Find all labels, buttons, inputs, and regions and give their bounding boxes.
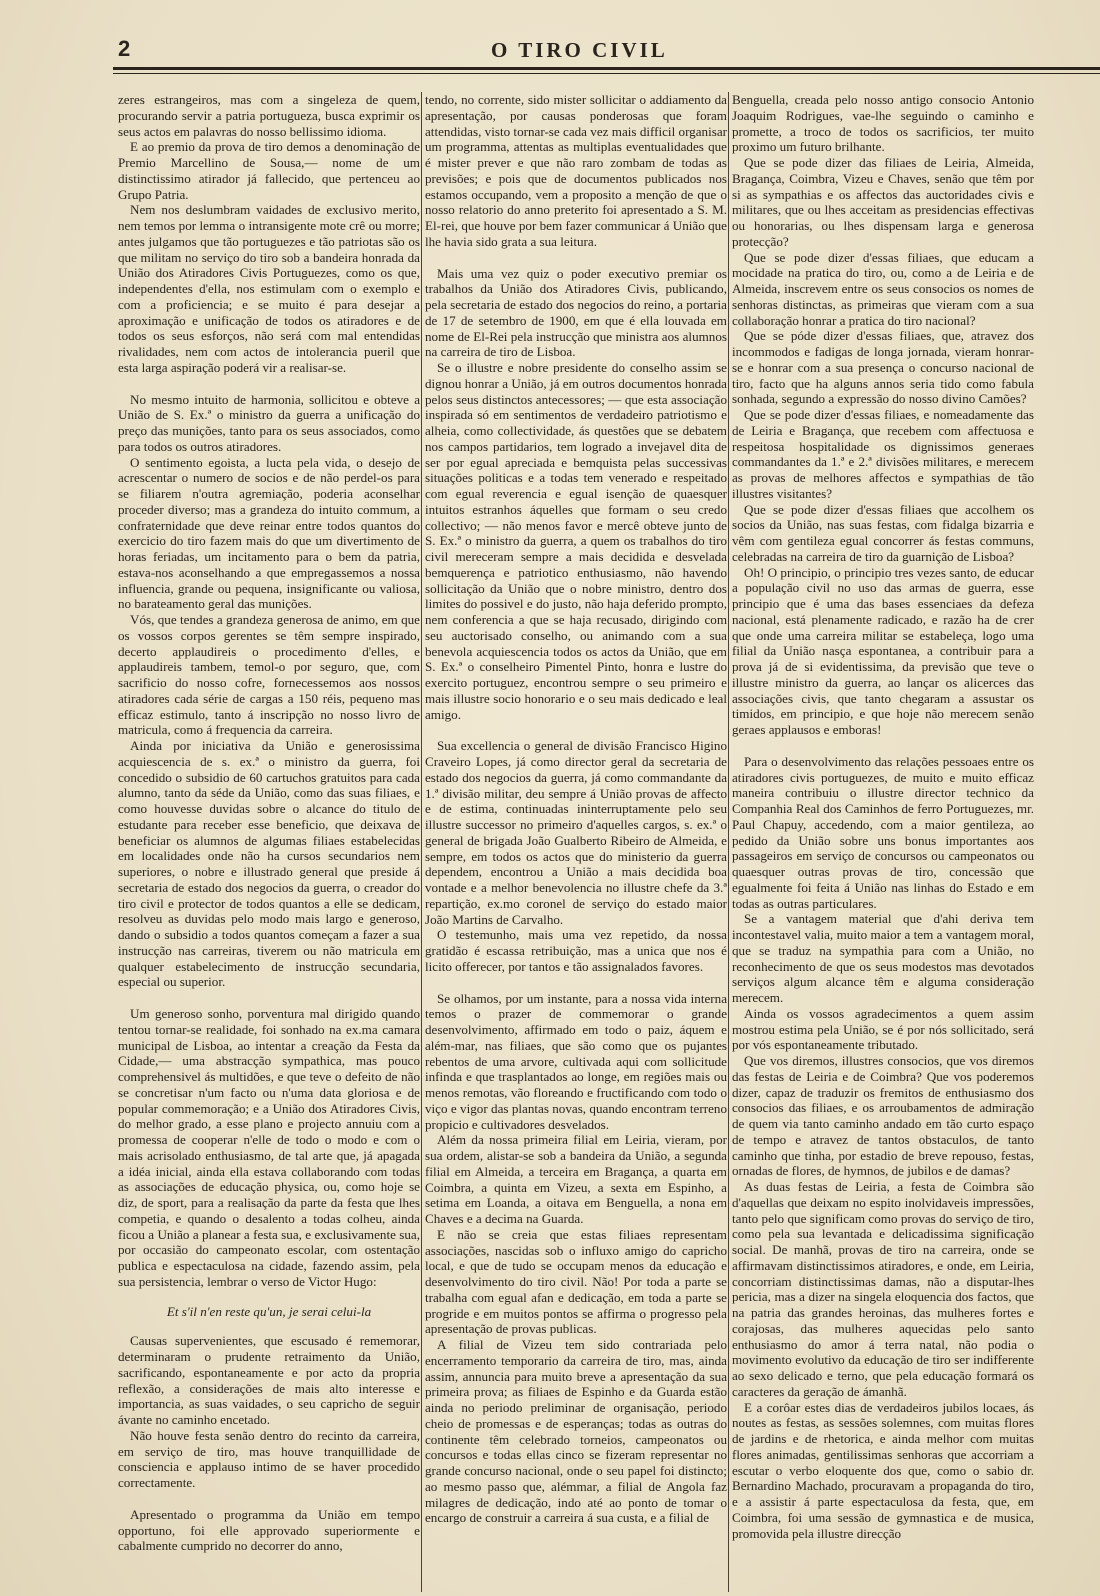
paragraph: O sentimento egoista, a lucta pela vida, o desejo de acrescentar o numero de socios e de não perdel-os para se filiarem n'outra agremiação, poderia aconselhar proceder diverso; mas a grandeza do intuito commum, a confraternidade que deve reinar entre todos quantos do exercicio do tiro fazem mais do que um divertimento de horas feriadas, um incitamento para o bem da patria, estava-nos aconselhando a que empregassemos a nossa influencia, grande ou pequena, insignificante ou valiosa, no barateamento geral das munições. — [118, 454, 420, 612]
paragraph: No mesmo intuito de harmonia, sollicitou e obteve a União de S. Ex.ª o ministro da guerra a unificação do preço das munições, tanto para os seus associados, como para todos os outros atiradores. — [118, 391, 420, 454]
paragraph: Ainda os vossos agradecimentos a quem assim mostrou estima pela União, se é por nós sollicitado, será por vós espontaneamente tributado. — [732, 1005, 1034, 1053]
text-column-3 — [732, 92, 1034, 1592]
article-columns — [118, 92, 1100, 1592]
paragraph: Que se póde dizer d'essas filiaes, que, atravez dos incommodos e fadigas de longa jornada, vieram honrar-se e honrar com a sua presença o concurso nacional de tiro, facto que ha alguns annos seria tido como fabula sonhada, segundo a expressão do nosso divino Camões? — [732, 328, 1034, 407]
paragraph: A filial de Vizeu tem sido contrariada pelo encerramento temporario da carreira de tiro, mas, ainda assim, annuncia para muito breve a apresentação da sua primeira prova; as filiaes de Espinho e da Guarda estão ainda no periodo preliminar de organisação, periodo cheio de promessas e de esperanças; todas as outras do continente têm celebrado torneios, campeonatos ou concursos e todas ellas cinco se fizeram representar no grande concurso nacional, onde o seu papel foi distincto; ao mesmo passo que, alémmar, a filial de Angola faz milagres de dedicação, indo até ao ponto de tomar o encargo de construir a carreira á sua custa, e a filial de — [425, 1337, 727, 1526]
paragraph: E não se creia que estas filiaes representam associações, nascidas sob o influxo amigo do capricho local, e que de tudo se occupam menos da educação e desenvolvimento do tiro civil. Não! Por toda a parte se trabalha com egual afan e dedicação, em toda a parte se progride e em muitos pontos se affirma o progresso pela apresentação de provas publicas. — [425, 1226, 727, 1337]
page-number: 2 — [118, 36, 131, 61]
paragraph: Se o illustre e nobre presidente do conselho assim se dignou honrar a União, já em outros documentos honrada pelos seus distinctos antecessores; — que esta associação inspirada só em sentimentos de verdadeiro patriotismo e alheia, como collectividade, ás questões que se debatem nos campos partidarios, tem logrado a invejavel dita de ser por egual apreciada e bemquista pelas successivas situações politicas e a todas tem venerado e respeitado com egual reverencia e egual isenção de quaesquer intuitos estranhos áquelles que formam o seu credo collectivo; — não menos favor e mercê obteve junto de S. Ex.ª o ministro da guerra, a quem os trabalhos do tiro civil mereceram sempre a mais decidida e desvelada bemquerença e patriotico enthusiasmo, não havendo sollicitação da União que o nobre ministro, dentro dos limites do possivel e do justo, não haja deferido prompto, nem conferencia a que se haja recusado, dirigindo com seu auctorisado conselho, ou animando com a sua benevola acquiescencia todos os actos da União, que em S. Ex.ª o conselheiro Pimentel Pinto, honra e lustre do exercito portuguez, encontrou sempre o seu primeiro e mais illustre socio honorario e o seu mais dedicado e leal amigo. — [425, 360, 727, 722]
paragraph: Et s'il n'en reste qu'un, je serai celui-la — [166, 1303, 372, 1319]
journal-title: O TIRO CIVIL — [491, 38, 668, 62]
paragraph: Além da nossa primeira filial em Leiria, vieram, por sua ordem, alistar-se sob a bandeira da União, a segunda filial em Almeida, a terceira em Bragança, a quarta em Coimbra, a quinta em Vizeu, a sexta em Espinho, a setima em Loanda, a oitava em Benguella, a nona em Chaves e a decima na Guarda. — [425, 1132, 727, 1226]
paragraph: Que se pode dizer d'essas filiaes que accolhem os socios da União, nas suas festas, com fidalga bizarria e vêm com gentileza egual concorrer ás festas communs, celebradas na carreira de tiro da guarnição de Lisboa? — [732, 501, 1034, 564]
text-column-2 — [425, 92, 727, 1592]
paragraph: O testemunho, mais uma vez repetido, da nossa gratidão é escassa retribuição, mas a unica que nos é licito offerecer, por tantos e tão assignalados favores. — [425, 927, 727, 974]
header-rule — [113, 67, 1100, 70]
paragraph: zeres estrangeiros, mas com a singeleza de quem, procurando servir a patria portugueza, busca exprimir os seus actos em palavras do nosso bellissimo idioma. — [118, 92, 420, 139]
paragraph: As duas festas de Leiria, a festa de Coimbra são d'aquellas que deixam no espito inolvidaveis impressões, tanto pelo que significam como provas do serviço de tiro, como pela sua levantada e delicadissima significação social. De manhã, provas de tiro na carreira, onde se affirmavam distinctissimos atiradores, e onde, em Leiria, concorriam distinctissimas damas, não a disputar-lhes pericia, mas a dizer na singela eloquencia dos factos, que na patria das grandes heroinas, das mulheres fortes e corajosas, das mulheres aquecidas pelo santo enthusiasmo do amor á terra natal, não podia o movimento evolutivo da educação de tiro ser indifferente ao sexo delicado e terno, que pela educação formará os caracteres da geração de ámanhã. — [732, 1179, 1034, 1399]
paragraph: Oh! O principio, o principio tres vezes santo, de educar a população civil no uso das armas de guerra, esse principio que é uma das bases essenciaes da defeza nacional, está plenamente radicado, e razão ha de crer que onde uma carreira militar se estabeleça, logo uma filial da União nasça espontanea, a contribuir para a prova já de si evidentissima, da previsão que teve o illustre ministro da guerra, ao lançar os alicerces das associações civis, que tanto chegaram a assustar os timidos, em principio, e que hoje não merecem senão geraes applausos e emboras! — [732, 564, 1034, 737]
paragraph: Causas supervenientes, que escusado é rememorar, determinaram o prudente retraimento da União, sacrificando, espontaneamente e por acto da propria reflexão, a considerações de mais alto interesse e importancia, as suas vaidades, o seu capricho de seguir ávante no caminho encetado. — [118, 1333, 420, 1427]
paragraph: Que se pode dizer d'essas filiaes, e nomeadamente das de Leiria e Bragança, que recebem com affectuosa e respeitosa hospitalidade os dignissimos generaes commandantes da 1.ª e 2.ª divisões militares, e merecem as provas de melhores affectos e sympathias de tão illustres visitantes? — [732, 407, 1034, 501]
paragraph: Se a vantagem material que d'ahi deriva tem incontestavel valia, muito maior a tem a vantagem moral, que se traduz na sympathia para com a União, no reconhecimento de que os seus modestos mas devotados serviços algum alcance têm e alguma consideração merecem. — [732, 911, 1034, 1005]
paragraph: Que se pode dizer das filiaes de Leiria, Almeida, Bragança, Coimbra, Vizeu e Chaves, senão que têm por si as sympathias e os affectos das auctoridades civis e militares, que ou lhes acceitam as presidencias effectivas ou honorarias, ou lhes dispensam larga e generosa protecção? — [732, 155, 1034, 249]
paragraph: Vós, que tendes a grandeza generosa de animo, em que os vossos corpos gerentes se têm sempre inspirado, decerto applaudireis o procedimento d'elles, e applaudireis tambem, temol-o por seguro, que, com sacrificio do nosso cofre, fornecessemos aos nossos atiradores cada série de cargas a 150 réis, pequeno mas efficaz estimulo, tanto á inscripção no nosso livro de matricula, como á frequencia da carreira. — [118, 612, 420, 738]
paragraph: Um generoso sonho, porventura mal dirigido quando tentou tornar-se realidade, foi sonhado na ex.ma camara municipal de Lisboa, ao intentar a creação da Festa da Cidade,— uma abstracção sympathica, mas pouco comprehensivel ás multidões, e que teve o defeito de não se concretisar n'um facto ou n'uma data gloriosa e de popular commemoração; e a União dos Atiradores Civis, do melhor grado, a esse plano e projecto annuiu com a promessa de cooperar n'elle de todo o modo e com o mais acrisolado enthusiasmo, de tal arte que, já apagada a idéa inicial, ainda ella estava collaborando com todas as associações de educação physica, ou, como hoje se diz, de sport, para a realisação da parte da festa que lhes competia, e quando o desalento a todas colheu, ainda ficou a União a planear a festa sua, e exclusivamente sua, por occasião do campeonato escolar, com ostentação publica e espectaculosa na cidade, fazendo assim, pela sua persistencia, lembrar o verso de Victor Hugo: — [118, 1006, 420, 1289]
paragraph: Sua excellencia o general de divisão Francisco Higino Craveiro Lopes, já como director geral da secretaria de estado dos negocios da guerra, já como commandante da 1.ª divisão militar, deu sempre á União provas de affecto e de estima, continuadas ininterruptamente pelo seu illustre successor no primeiro d'aquelles cargos, s. ex.ª o general de brigada João Gualberto Ribeiro de Almeida, e sempre, em todos os actos que do ministerio da guerra dependem, encontrou a União a mais decidida boa vontade e a melhor benevolencia no illustre chefe da 3.ª repartição, ex.mo coronel de serviço do estado maior João Martins de Carvalho. — [425, 738, 727, 927]
paragraph: Apresentado o programma da União em tempo opportuno, foi elle approvado superiormente e cabalmente cumprido no decorrer do anno, — [118, 1506, 420, 1554]
paragraph: Que se pode dizer d'essas filiaes, que educam a mocidade na pratica do tiro, ou, como a de Leiria e de Almeida, inscrevem entre os seus consocios os nomes de senhoras distinctas, as primeiras que vieram com a sua collaboração honrar a pratica do tiro nacional? — [732, 249, 1034, 328]
paragraph: Benguella, creada pelo nosso antigo consocio Antonio Joaquim Rodrigues, vae-lhe seguindo o caminho e promette, a troco de todos os sacrificios, ter muito proximo um futuro brilhante. — [732, 92, 1034, 155]
header-rule-thin — [113, 73, 1100, 74]
paragraph: E ao premio da prova de tiro demos a denominação de Premio Marcellino de Sousa,— nome de um distinctissimo atirador já fallecido, que pertenceu ao Grupo Patria. — [118, 139, 420, 202]
paragraph: Se olhamos, por um instante, para a nossa vida interna temos o prazer de commemorar o grande desenvolvimento, affirmado em todo o paiz, áquem e além-mar, nas filiaes, que são como que os pujantes rebentos de uma arvore, cultivada aqui com sollicitude infinda e que trasplantados ao longe, em regiões mais ou menos remotas, vão floreando e fructificando com todo o viço e vigor das plantas novas, quando encontram terreno propicio e cultivadores desvelados. — [425, 990, 727, 1132]
paragraph: Nem nos deslumbram vaidades de exclusivo merito, nem temos por lemma o intransigente mote crê ou morre; antes julgamos que tão portuguezes e tão patriotas são os que militam no serviço do tiro sob a bandeira honrada da União dos Atiradores Civis Portuguezes, como os que, independentes d'ella, nos estimulam com o exemplo e com a proficiencia; e se muito é para desejar a aproximação e unificação de todos os atiradores e de todos os seus esforços, não será com mal entendidas rivalidades, nem com actos de intolerancia pueril que esta larga aspiração poderá vir a realisar-se. — [118, 202, 420, 375]
paragraph: Mais uma vez quiz o poder executivo premiar os trabalhos da União dos Atiradores Civis, publicando, pela secretaria de estado dos negocios do reino, a portaria de 17 de setembro de 1900, em que é ella louvada em nome de El-Rei pela instrucção que ministra aos alumnos na carreira de tiro de Lisboa. — [425, 265, 727, 360]
paragraph: Para o desenvolvimento das relações pessoaes entre os atiradores civis portuguezes, de muito e muito efficaz maneira contribuiu o illustre director technico da Companhia Real dos Caminhos de ferro Portuguezes, mr. Paul Chapuy, accedendo, com a maior gentileza, ao pedido da União sobre uns bonus importantes aos passageiros em serviço de concursos ou campeonatos ou quaesquer outras provas de tiro, concessão que egualmente foi feita á União nas linhas do Estado e em todas as outras particulares. — [732, 753, 1034, 911]
paragraph: Não houve festa senão dentro do recinto da carreira, em serviço de tiro, mas houve tranquillidade de consciencia e applauso intimo de se haver procedido correctamente. — [118, 1427, 420, 1490]
paragraph: Que vos diremos, illustres consocios, que vos diremos das festas de Leiria e de Coimbra? Que vos poderemos dizer, capaz de traduzir os fremitos de enthusiasmo dos consocios das filiaes, e os arroubamentos de admiração de quem via tanto caminho andado em tão curto espaço de tempo e atravez de tantos obstaculos, de tanto caminho que tinha, por estadio de breve repouso, festas, ornadas de flores, de hymnos, de jubilos e de damas? — [732, 1053, 1034, 1179]
text-column-1 — [118, 92, 420, 1592]
paragraph: tendo, no corrente, sido mister sollicitar o addiamento da apresentação, por causas ponderosas que foram attendidas, visto tornar-se cada vez mais difficil organisar um programma, attentas as multiplas eventualidades que é mister prever e que não raro zombam de todas as previsões; e pois que de documentos publicados nos estamos occupando, vem a proposito a menção de que o nosso relatorio do anno preterito foi apresentado a S. M. El-rei, que houve por bem fazer communicar á União que lhe havia sido grata a sua leitura. — [425, 92, 727, 249]
page-header — [113, 36, 1100, 60]
paragraph: Ainda por iniciativa da União e generosissima acquiescencia de s. ex.ª o ministro da guerra, foi concedido o subsidio de 60 cartuchos gratuitos para cada alumno, tanto da séde da União, como das suas filiaes, e como houvesse duvidas sobre o alcance do titulo de estudante para receber esse beneficio, que deixava de beneficiar os alumnos de algumas filiaes estabelecidas em localidades onde não ha cursos secundarios nem superiores, o nobre e illustrado general que preside á secretaria de estado dos negocios da guerra, o creador do tiro civil e protector de todos quantos a elle se dedicam, resolveu as duvidas pelo modo mais largo e generoso, dando o subsidio a todos quantos começam a fazer a sua instrucção nas carreiras, tiverem ou não matricula em qualquer estabelecimento de instrucção secundaria, especial ou superior. — [118, 738, 420, 990]
paragraph: E a corôar estes dias de verdadeiros jubilos locaes, ás noutes as festas, as sessões solemnes, com muitas flores de jardins e de rhetorica, e ainda melhor com muitas flores animadas, gentilissimas senhoras que accorriam a escutar o verbo eloquente dos que, como o sabio dr. Bernardino Machado, procuravam a propaganda do tiro, e a assistir á parte espectaculosa da festa, que, em Coimbra, foi uma sessão de gymnastica e de musica, promovida pela illustre direcção — [732, 1399, 1034, 1541]
